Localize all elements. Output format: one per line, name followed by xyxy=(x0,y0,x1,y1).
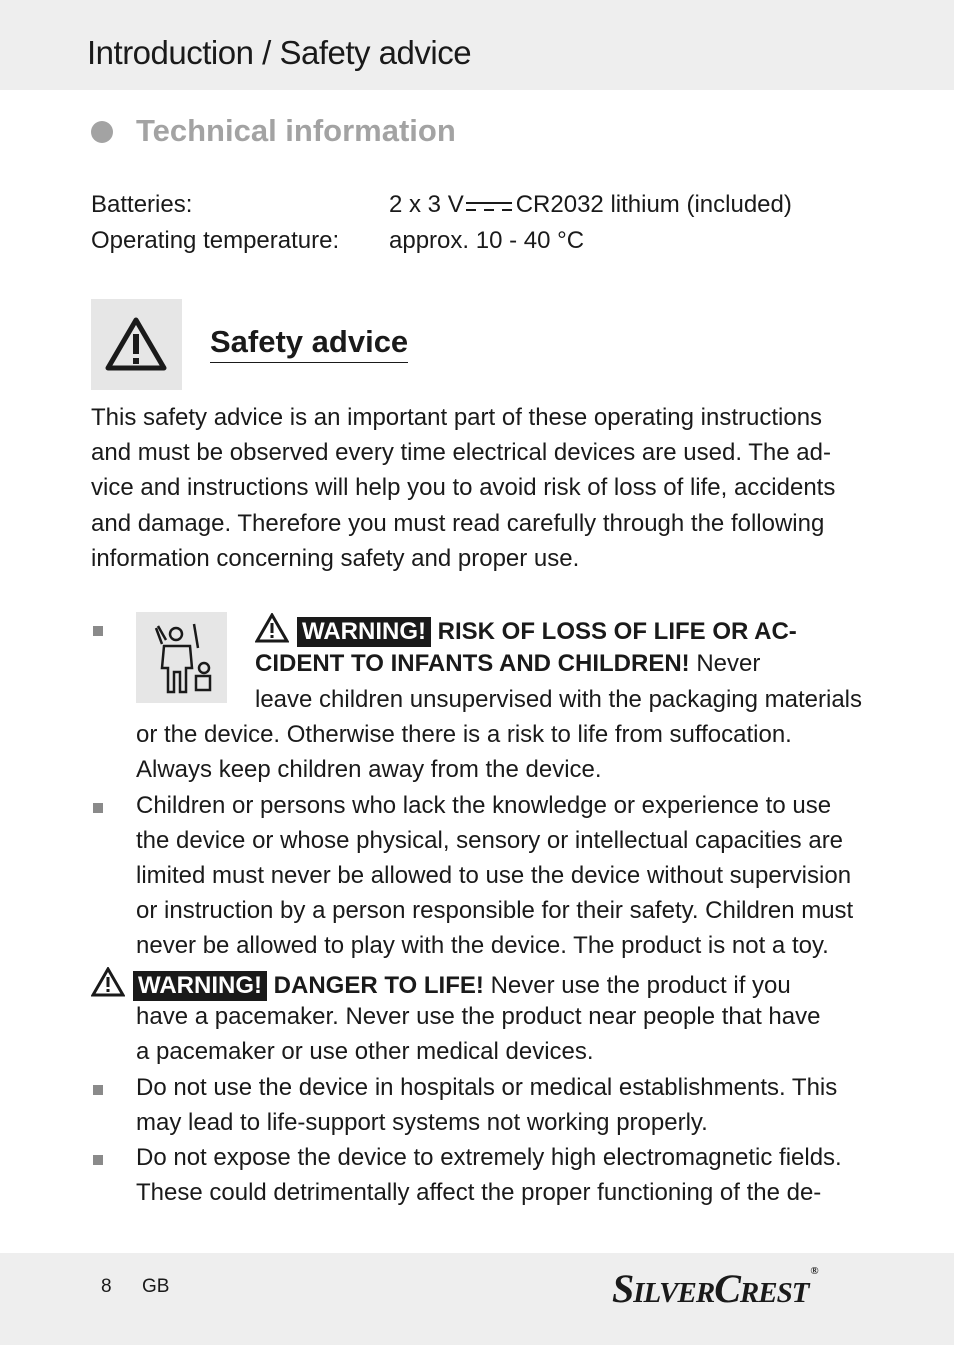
intro-line: and damage. Therefore you must read carefully through the following xyxy=(91,510,825,537)
item1-line: or the device. Otherwise there is a risk to life from suffocation. xyxy=(136,721,792,748)
warning-triangle-icon xyxy=(255,613,289,643)
logo-letters: ILVER xyxy=(633,1277,715,1309)
list-bullet xyxy=(93,803,103,813)
item5-line: Do not expose the device to extremely high electromagnetic fields. xyxy=(136,1144,842,1171)
item2-line: Children or persons who lack the knowledge or experience to use xyxy=(136,792,832,819)
item1-bold: CIDENT TO INFANTS AND CHILDREN! xyxy=(255,650,690,677)
section-bullet xyxy=(91,121,113,143)
spec-value xyxy=(389,191,792,219)
item1-bold: RISK OF LOSS OF LIFE OR AC- xyxy=(437,618,797,645)
dc-current-icon xyxy=(466,198,512,214)
page-title: Introduction / Safety advice xyxy=(87,34,472,71)
safety-heading: Safety advice xyxy=(210,324,408,363)
list-bullet xyxy=(93,1085,103,1095)
list-bullet xyxy=(93,626,103,636)
item2-line: the device or whose physical, sensory or intellectual capacities are xyxy=(136,827,844,854)
warning-icon-box xyxy=(91,299,182,390)
brand-logo xyxy=(612,1265,818,1312)
registered-mark: ® xyxy=(810,1265,818,1277)
logo-letters: REST xyxy=(739,1277,809,1309)
item1-line: leave children unsupervised with the packaging materials xyxy=(255,686,863,713)
item5-line: These could detrimentally affect the proper functioning of the de- xyxy=(136,1179,822,1206)
spec-value-voltage: 2 x 3 V xyxy=(389,191,464,218)
intro-line: vice and instructions will help you to avoid risk of loss of life, accidents xyxy=(91,474,836,501)
item1-line xyxy=(255,650,760,678)
warning-triangle-icon xyxy=(105,316,167,372)
item1-text: Never xyxy=(696,650,761,677)
spec-value-battery-type: CR2032 lithium (included) xyxy=(515,191,792,218)
intro-line: and must be observed every time electrical devices are used. The ad- xyxy=(91,439,831,466)
list-bullet xyxy=(93,1155,103,1165)
item2-line: or instruction by a person responsible for their safety. Children must xyxy=(136,897,854,924)
warning-badge: WARNING! xyxy=(297,617,431,647)
item2-line: never be allowed to play with the device. The product is not a toy. xyxy=(136,932,829,959)
page-number: 8 xyxy=(101,1276,112,1297)
item3-line xyxy=(91,967,791,1001)
spec-value: approx. 10 - 40 °C xyxy=(389,227,585,254)
item1-line xyxy=(255,613,797,647)
item3-text: Never use the product if you xyxy=(490,972,791,999)
item3-line: have a pacemaker. Never use the product near people that have xyxy=(136,1003,821,1030)
intro-line: This safety advice is an important part of these operating instructions xyxy=(91,404,823,431)
logo-letter: S xyxy=(612,1266,634,1311)
technical-heading: Technical information xyxy=(136,113,456,148)
child-safety-icon xyxy=(146,618,216,698)
child-warning-icon-box xyxy=(136,612,227,703)
item2-line: limited must never be allowed to use the device without supervision xyxy=(136,862,852,889)
item3-line: a pacemaker or use other medical devices. xyxy=(136,1038,594,1065)
warning-badge: WARNING! xyxy=(133,971,267,1001)
spec-label: Batteries: xyxy=(91,191,193,218)
item4-line: Do not use the device in hospitals or medical establishments. This xyxy=(136,1074,838,1101)
intro-line: information concerning safety and proper use. xyxy=(91,545,580,572)
logo-letter: C xyxy=(714,1266,740,1311)
language-code: GB xyxy=(142,1276,170,1297)
item4-line: may lead to life-support systems not working properly. xyxy=(136,1109,708,1136)
warning-triangle-icon xyxy=(91,967,125,997)
spec-label: Operating temperature: xyxy=(91,227,340,254)
item1-line: Always keep children away from the device. xyxy=(136,756,602,783)
item3-bold: DANGER TO LIFE! xyxy=(273,972,484,999)
